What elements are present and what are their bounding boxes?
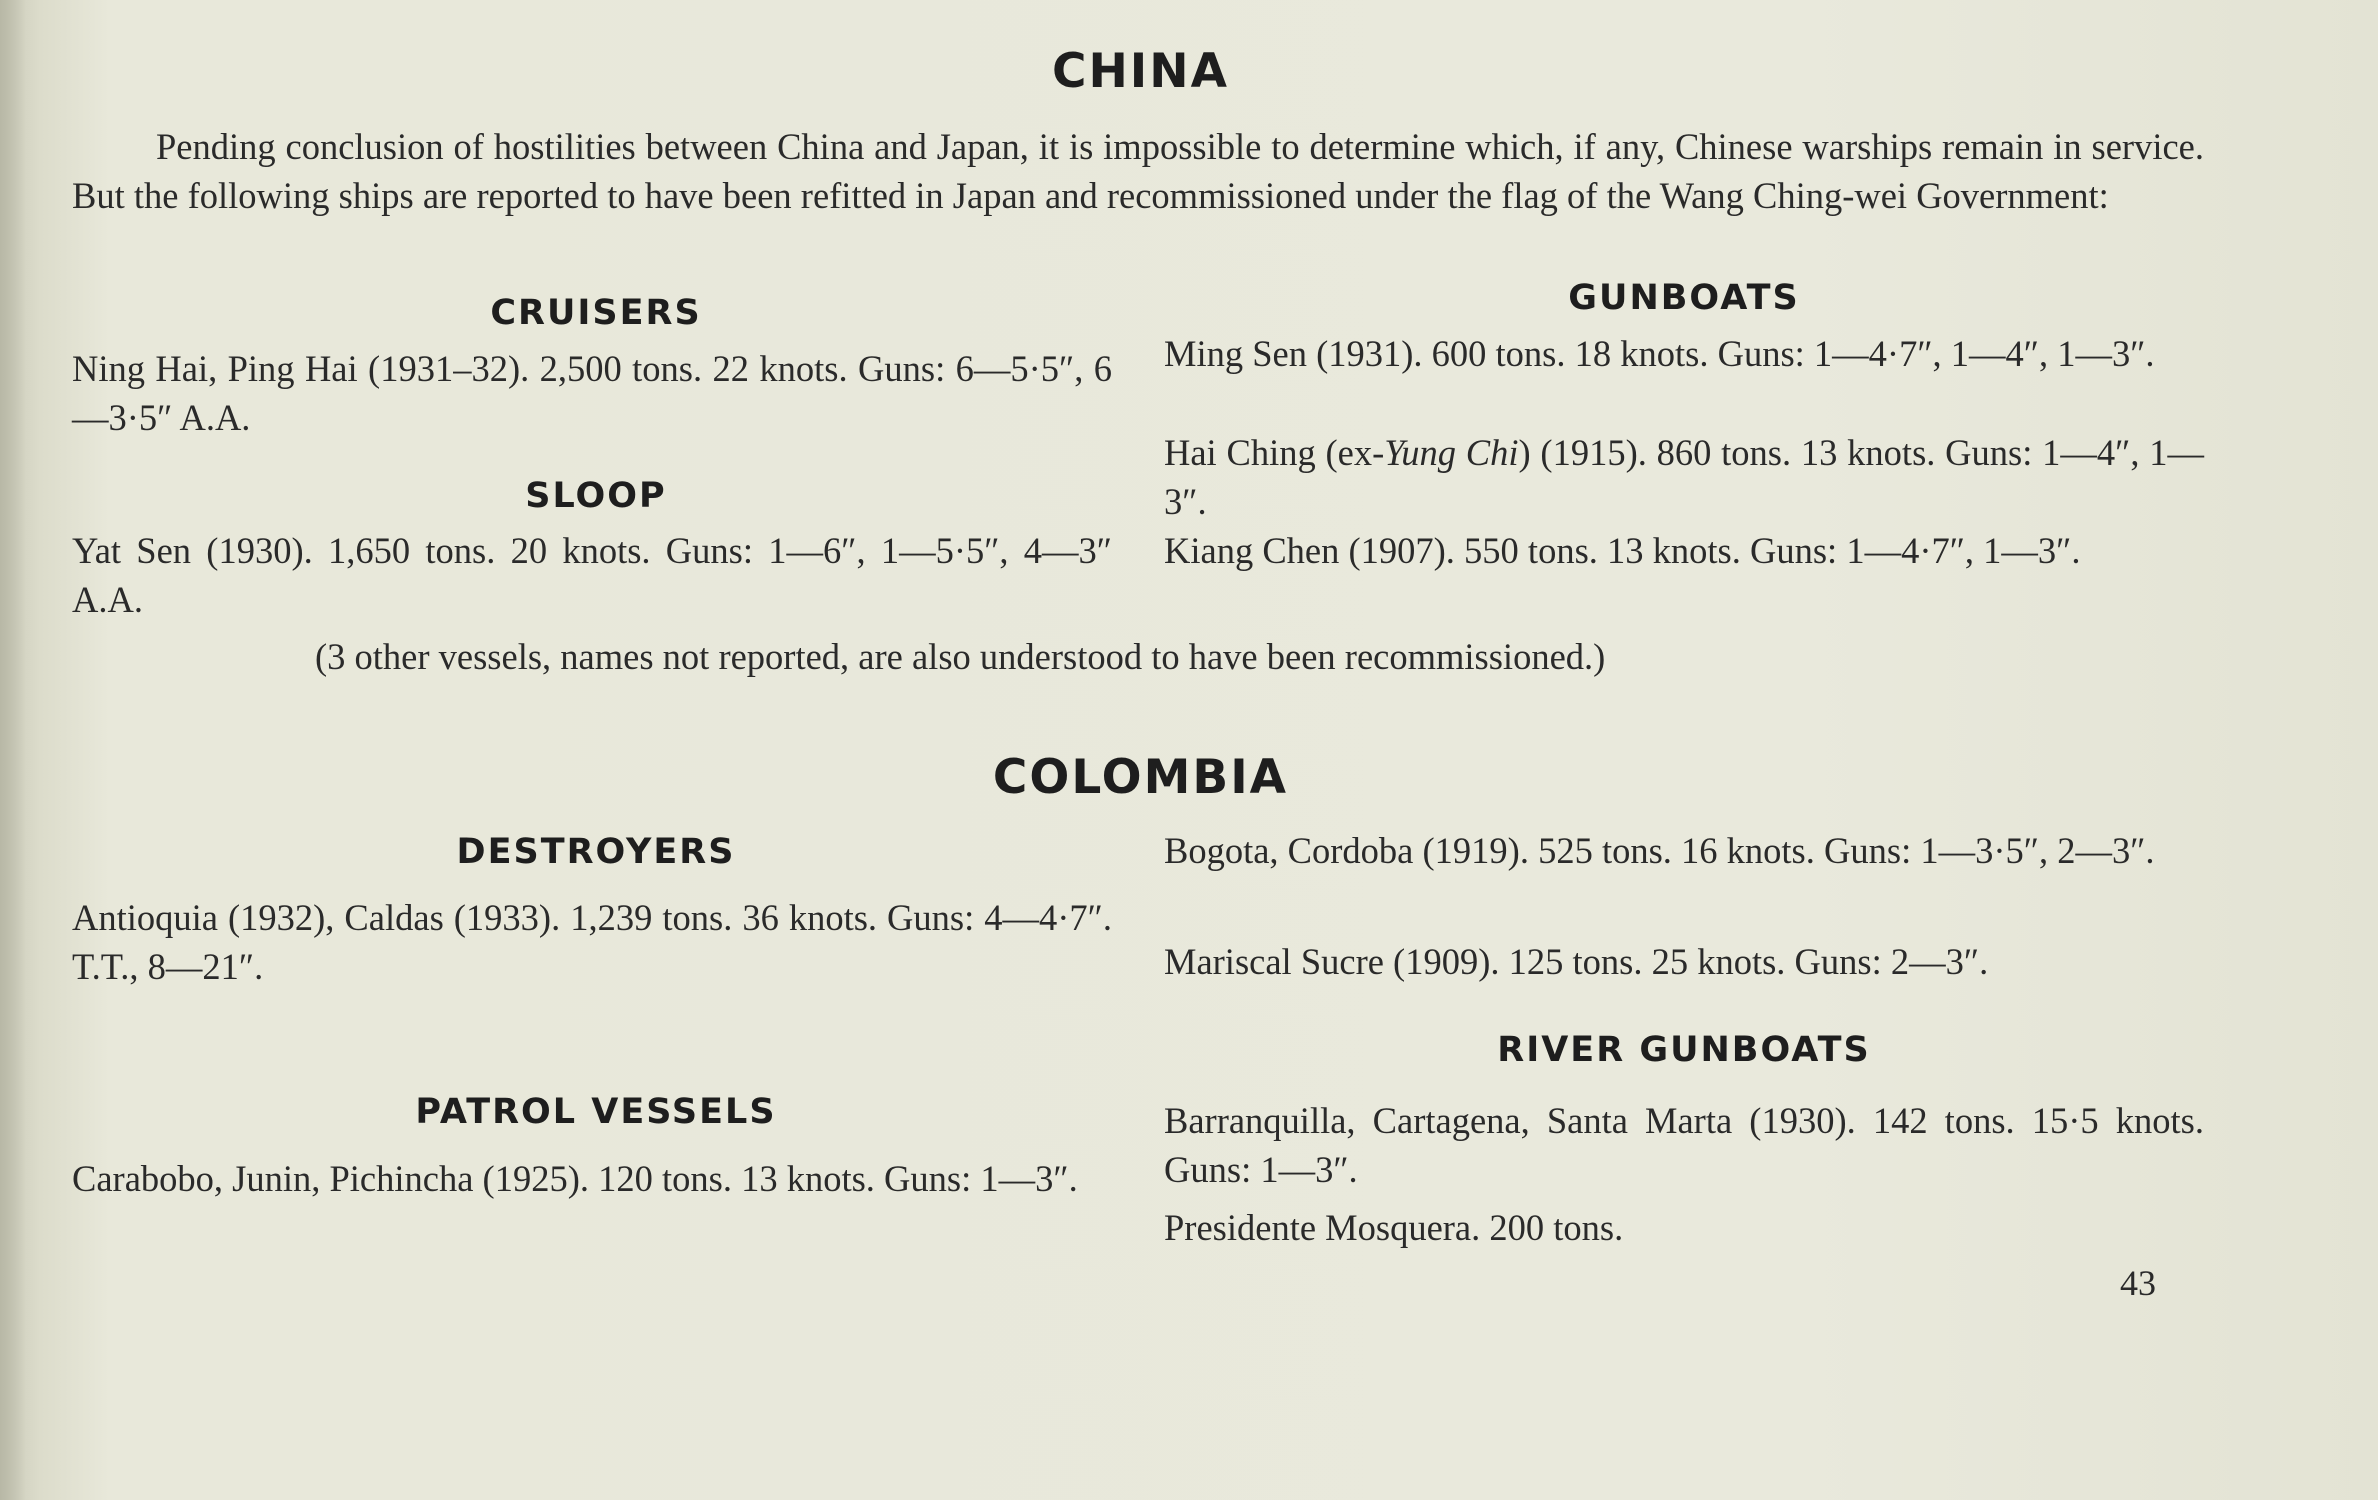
- patrol-vessel-entry: Carabobo, Junin, Pichincha (1925). 120 tons. 13 knots. Guns: 1—3″.: [72, 1158, 1078, 1199]
- gunboat-entry-kiang-chen: Kiang Chen (1907). 550 tons. 13 knots. Guns: 1—4·7″, 1—3″.: [1164, 530, 2081, 571]
- cruiser-entry: Ning Hai, Ping Hai (1931–32). 2,500 tons. 22 knots. Guns: 6—5·5″, 6—3·5″ A.A.: [72, 348, 1112, 438]
- china-heading: CHINA: [1051, 44, 1230, 99]
- gunboats-heading: GUNBOATS: [1568, 278, 1800, 318]
- former-ship-name: Yung Chi: [1384, 432, 1519, 473]
- destroyers-heading: DESTROYERS: [456, 832, 736, 872]
- ship-details: ) (1915). 860 tons. 13 knots. Guns: 1—4″, 1—3″.: [1164, 432, 2205, 522]
- destroyer-entry-antioquia: Antioquia (1932), Caldas (1933). 1,239 tons. 36 knots. Guns: 4—4·7″. T.T., 8—21″.: [72, 897, 1112, 987]
- page-number: 43: [2120, 1263, 2156, 1303]
- colombia-heading: COLOMBIA: [992, 750, 1289, 805]
- ship-name: Hai Ching: [1164, 432, 1316, 473]
- cruisers-heading: CRUISERS: [490, 293, 702, 333]
- ex-prefix: (ex-: [1315, 432, 1385, 473]
- river-gunboats-heading: RIVER GUNBOATS: [1497, 1030, 1871, 1070]
- sloop-heading: SLOOP: [525, 476, 667, 516]
- destroyer-entry-mariscal-sucre: Mariscal Sucre (1909). 125 tons. 25 knots. Guns: 2—3″.: [1164, 941, 1989, 982]
- sloop-entry: Yat Sen (1930). 1,650 tons. 20 knots. Guns: 1—6″, 1—5·5″, 4—3″ A.A.: [72, 530, 1112, 620]
- china-footnote: (3 other vessels, names not reported, are also understood to have been recommissioned.): [315, 636, 1606, 677]
- gunboat-entry-ming-sen: Ming Sen (1931). 600 tons. 18 knots. Guns: 1—4·7″, 1—4″, 1—3″.: [1164, 333, 2155, 374]
- patrol-vessels-heading: PATROL VESSELS: [415, 1092, 777, 1132]
- river-gunboat-entry-presidente-mosquera: Presidente Mosquera. 200 tons.: [1164, 1207, 1624, 1248]
- river-gunboat-entry-barranquilla: Barranquilla, Cartagena, Santa Marta (1930). 142 tons. 15·5 knots. Guns: 1—3″.: [1164, 1100, 2204, 1190]
- gunboat-entry-hai-ching: [1164, 428, 2204, 526]
- china-intro-paragraph: Pending conclusion of hostilities between China and Japan, it is impossible to determine which, if any, Chinese warships remain in service. But the following ships are reported to have been refitted in Japan and recommissioned under the flag of the Wang Ching-wei Government:: [72, 126, 2204, 216]
- destroyer-entry-bogota: Bogota, Cordoba (1919). 525 tons. 16 knots. Guns: 1—3·5″, 2—3″.: [1164, 830, 2155, 871]
